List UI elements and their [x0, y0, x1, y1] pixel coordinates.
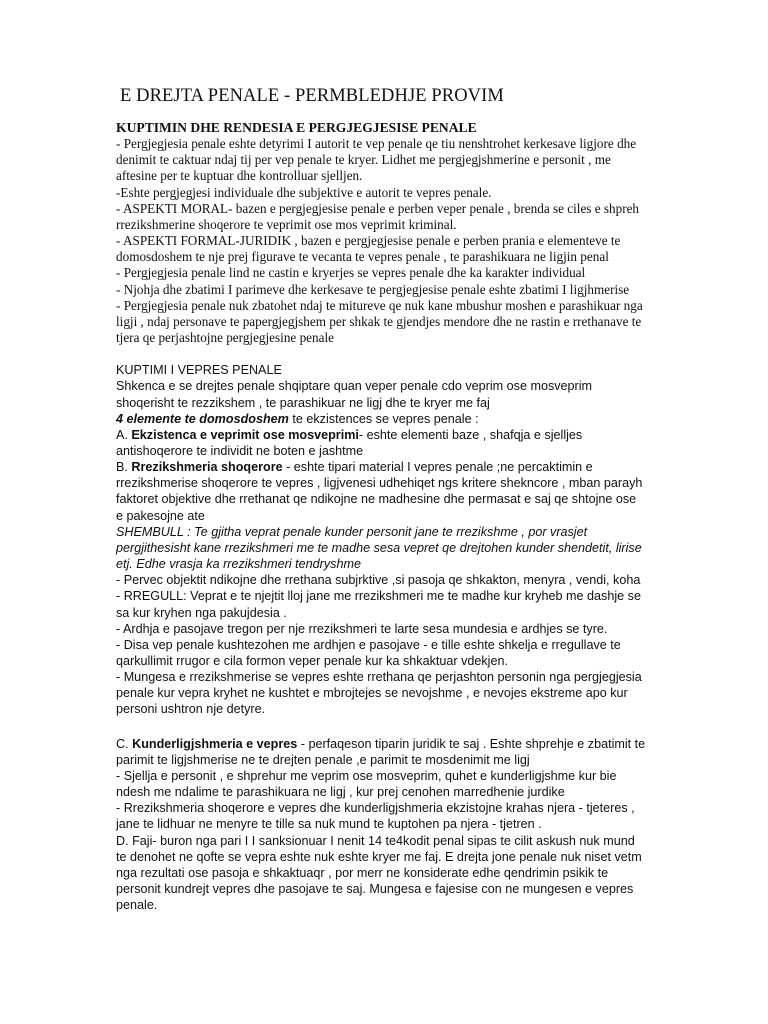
element-a-term: Ekzistenca e veprimit ose mosveprimi	[131, 427, 359, 442]
element-b-label: B.	[116, 460, 132, 475]
element-d: D. Faji- buron nga pari I I sanksionuar I nenit 14 te4kodit penal sipas te cilit askush nuk mund te denohet ne qofte se vepra eshte nuk eshte kryer me faj. E drejta jone penale nuk niset vetm nga rezultati ose pasoja e shkaktuaqr , por merr ne konsiderate edhe qendrimin psikik te personit kundrejt vepres dhe pasojave te saj. Mungesa e fajesise con ne mungesen e vepres penale.	[116, 833, 642, 913]
element-a-label: A.	[116, 427, 132, 442]
document-title: E DREJTA PENALE - PERMBLEDHJE PROVIM	[120, 86, 504, 106]
document-body	[116, 120, 646, 913]
example-paragraph: SHEMBULL : Te gjitha veprat penale kunder personit jane te rrezikshme , por vrasjet pergjithesisht kane rrezikshmeri me te madhe sesa vepret qe drejtohen kunder shendetit, lirise etj. Edhe vrasja ka rrezikshmeri tendryshme	[116, 524, 642, 572]
elements-text: te ekzistences se vepres penale :	[288, 411, 479, 426]
element-a-text: - eshte elementi baze , shafqja e sjelljes antishoqerore te individit ne boten e jashtme	[116, 427, 583, 458]
section-heading-responsibility: KUPTIMIN DHE RENDESIA E PERGJEGJESISE PENALE	[116, 120, 477, 135]
element-c-term: Kunderligjshmeria e vepres	[132, 736, 298, 751]
element-b-text: - eshte tipari material I vepres penale ;ne percaktimin e rrezikshmerise shoqerore te vepres , ligjvenesi udhehiqet ngs kritere shekncore , mban parayh faktoret objektive dhe rrethanat qe ndikojne ne madhesine dhe permasat e saj qe shtojne ose e pakesojne ate	[116, 460, 643, 523]
section-heading-criminal-act: KUPTIMI I VEPRES PENALE	[116, 363, 282, 378]
paragraph: - RREGULL: Veprat e te njejtit lloj jane me rrezikshmeri me te madhe kur kryheb me dashje se sa kur kryhen nga pakujdesia .	[116, 589, 641, 620]
paragraph: - Pergjegjesia penale nuk zbatohet ndaj te mitureve qe nuk kane mbushur moshen e parashikuar nga ligji , ndaj personave te papergjegjshem per shkak te gjendjes mendore dhe ne rastin e rrethanave te tjera qe perjashtojne pergjegjesine penale	[116, 297, 643, 346]
paragraph: - Pergjegjesia penale eshte detyrimi I autorit te vep penale qe tiu nenshtrohet kerkesave ligjore dhe denimit te caktuar ndaj tij per vep penale te kryer. Lidhet me pergjegjshmerine e personit , me aftesine per te kuptuar dhe kontrolluar sjelljen.	[116, 136, 637, 184]
elements-emphasis: 4 elemente te domosdoshem	[116, 411, 289, 426]
paragraph: - Pergjegjesia penale lind ne castin e kryerjes se vepres penale dhe ka karakter individual	[116, 265, 586, 281]
paragraph: -Eshte pergjegjesi individuale dhe subjektive e autorit te vepres penale.	[116, 184, 492, 200]
paragraph: - Ardhja e pasojave tregon per nje rrezikshmeri te larte sesa mundesia e ardhjes se tyre.	[116, 621, 608, 636]
paragraph: Shkenca e se drejtes penale shqiptare quan veper penale cdo veprim ose mosveprim shoqerisht te rezzikshem , te parashikuar ne ligj dhe te kryer me faj	[116, 379, 593, 410]
paragraph: - Mungesa e rrezikshmerise se vepres eshte rrethana qe perjashton personin nga pergjegjesia penale kur vepra kryhet ne kushtet e mbrojtejes se nevojshme , e nevojes ekstreme apo kur personi ushtron nje detyre.	[116, 670, 642, 717]
element-b-term: Rrezikshmeria shoqerore	[131, 460, 283, 475]
element-b	[116, 459, 646, 524]
paragraph: - Njohja dhe zbatimi I parimeve dhe kerkesave te pergjegjesise penale eshte zbatimi I ligjhmerise	[116, 281, 630, 297]
paragraph: - ASPEKTI FORMAL-JURIDIK , bazen e pergjegjesise penale e perben prania e elementeve te domosdoshem te nje prej figurave te vecanta te vepres penale , te parashikuara ne ligjin penal	[116, 233, 621, 265]
element-a	[116, 427, 646, 459]
element-c-text: - perfaqeson tiparin juridik te saj . Eshte shprehje e zbatimit te parimit te ligjshmerise ne te drejten penale ,e parimit te mosdenimit me ligj	[116, 736, 646, 767]
element-c-label: C.	[116, 736, 133, 751]
paragraph: - Disa vep penale kushtezohen me ardhjen e pasojave - e tille eshte shkelja e rregullave te qarkullimit rrugor e cila formon veper penale kur ka shkaktuar vdekjen.	[116, 637, 621, 668]
paragraph: - ASPEKTI MORAL- bazen e pergjegjesise penale e perben veper penale , brenda se ciles e shpreh rrezikshmerine shoqerore te veprimit ose mos veprimit kriminal.	[116, 200, 640, 232]
element-c	[116, 736, 646, 768]
paragraph: - Pervec objektit ndikojne dhe rrethana subjrktive ,si pasoja qe shkakton, menyra , vendi, koha	[116, 573, 641, 588]
elements-line	[116, 411, 646, 427]
paragraph: - Rrezikshmeria shoqerore e vepres dhe kunderligjshmeria ekzistojne krahas njera - tjeteres , jane te lidhuar ne menyre te tille sa nuk mund te kuptohen pa njera - tjetren .	[116, 801, 635, 832]
paragraph: - Sjellja e personit , e shprehur me veprim ose mosveprim, quhet e kunderligjshme kur bie ndesh me ndalime te parashikuara ne ligj , kur prej cenohen marredhenie jurdike	[116, 768, 617, 800]
